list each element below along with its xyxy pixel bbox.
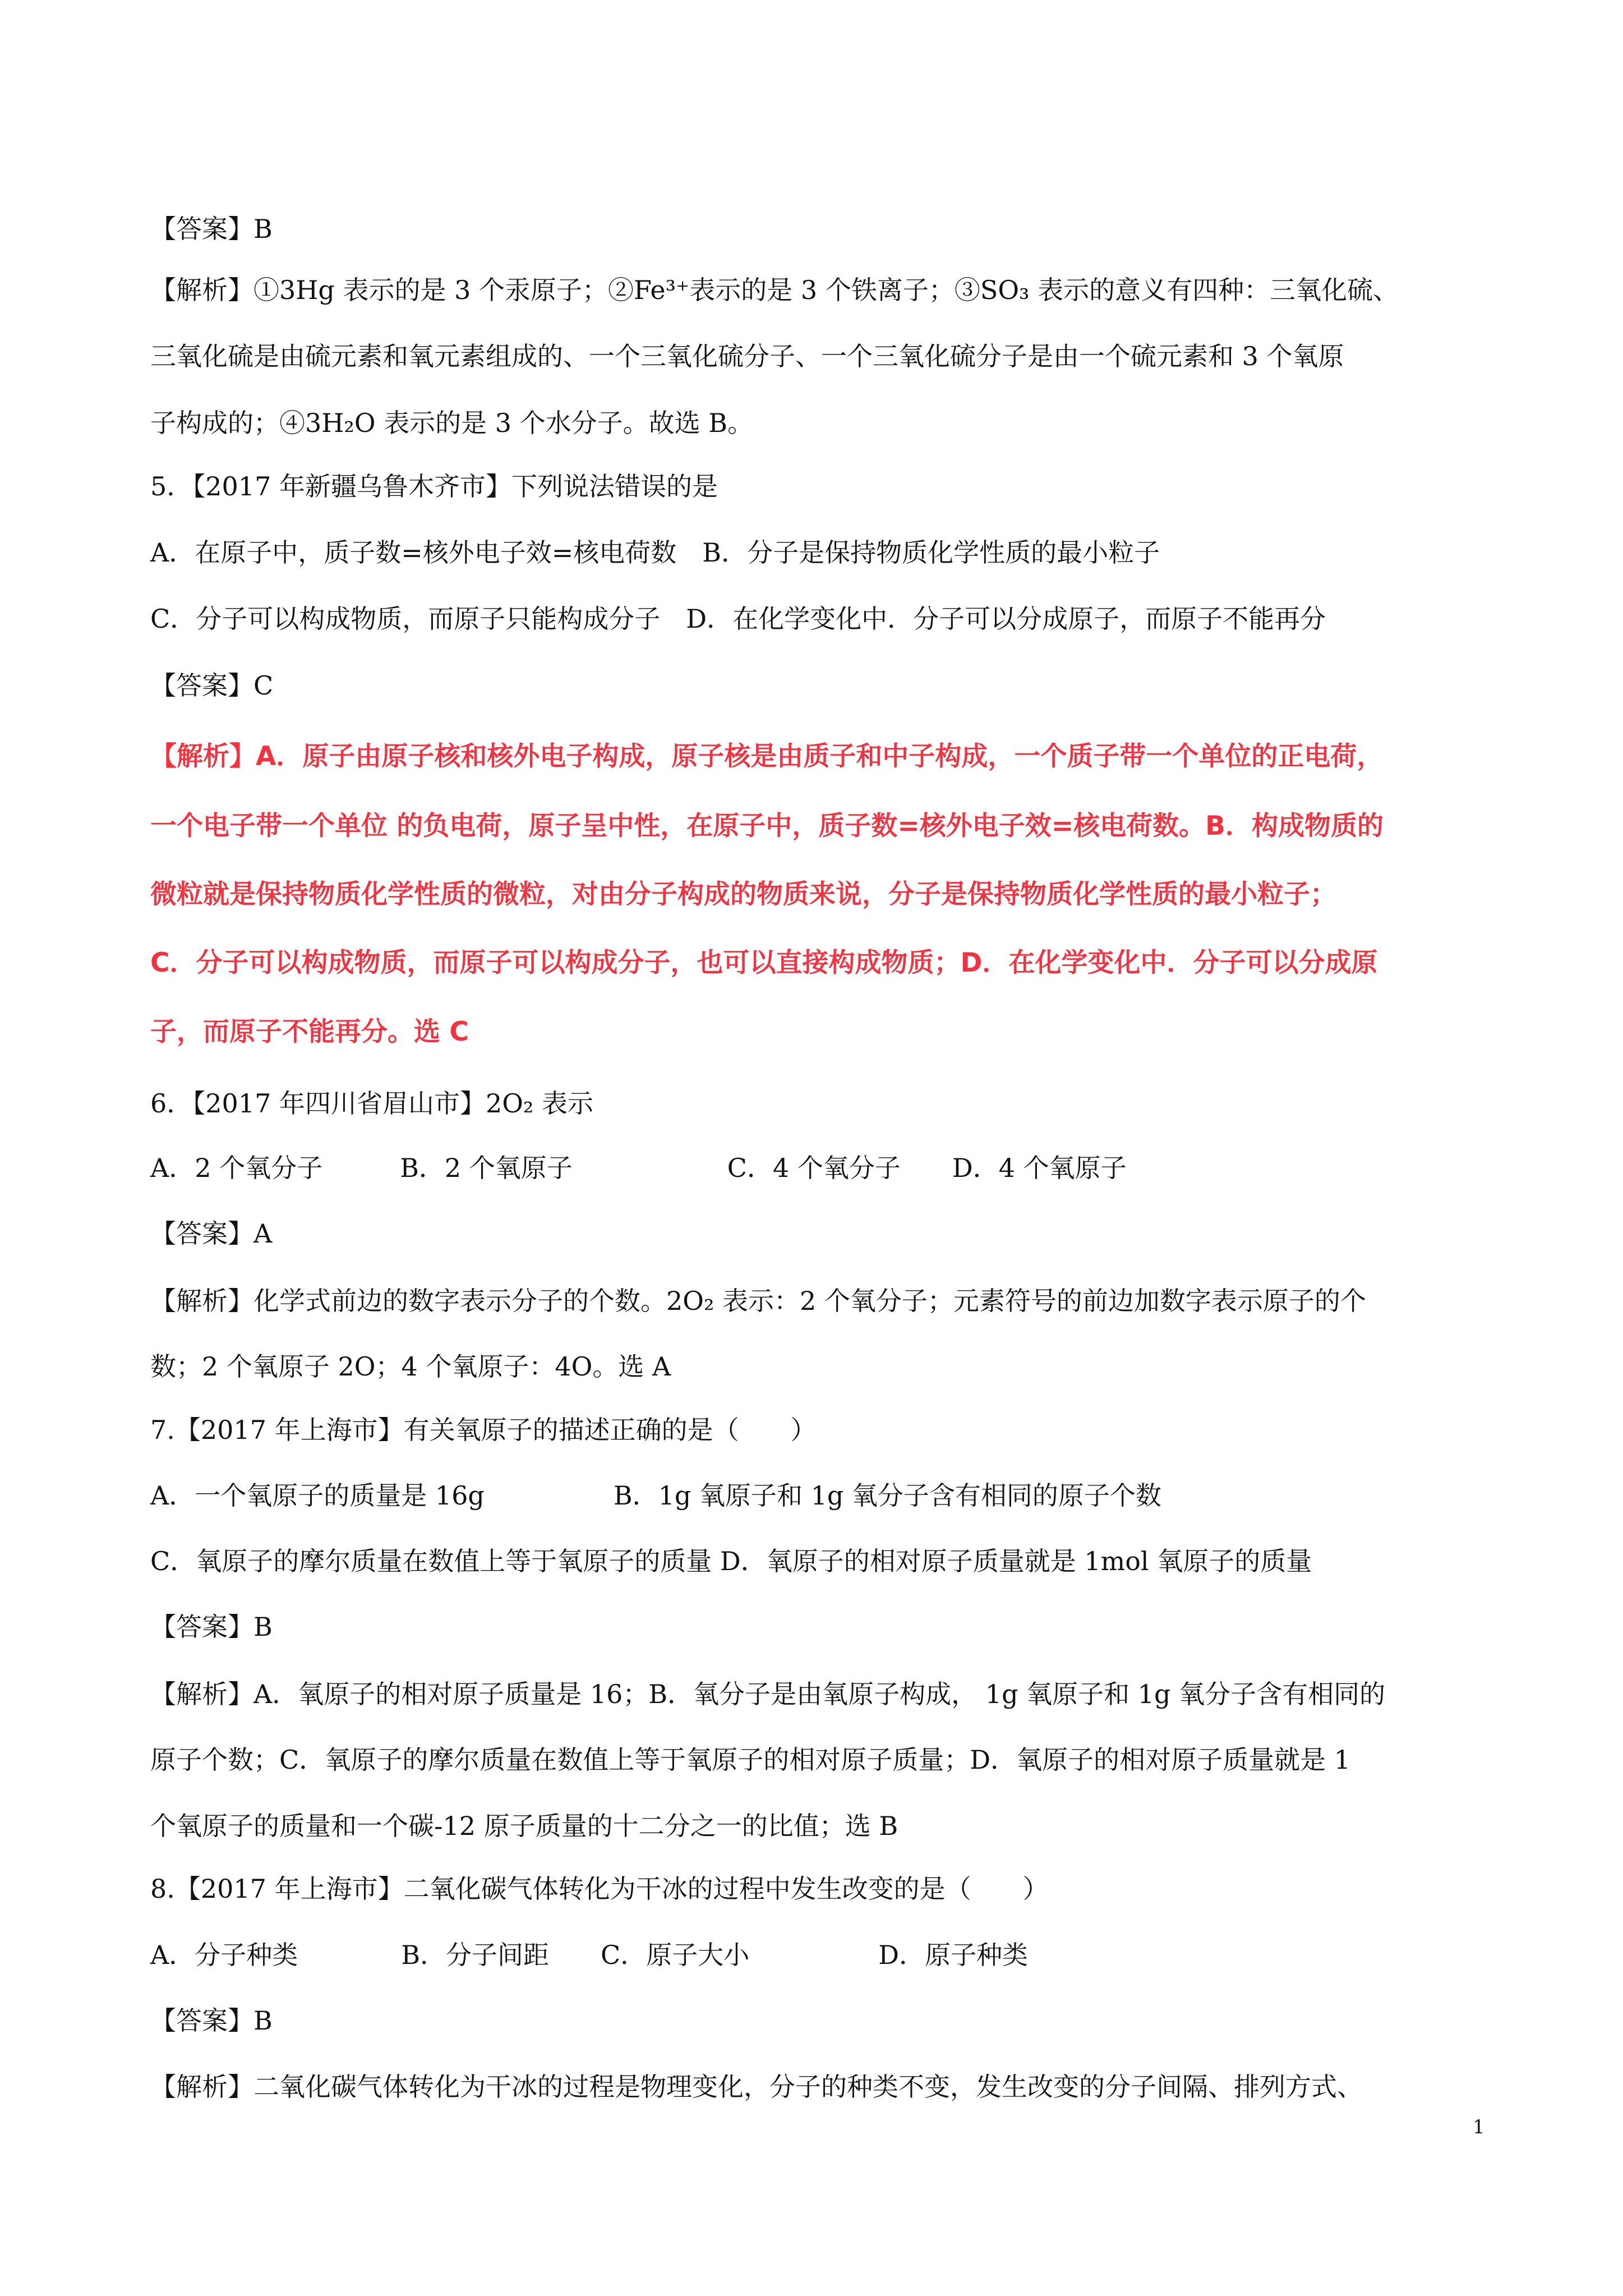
question-options: C．分子可以构成物质，而原子只能构成分子 D．在化学变化中．分子可以分成原子，而原子不能再分 [150, 604, 1326, 634]
question-options: A．一个氧原子的质量是 16g B．1g 氧原子和 1g 氧分子含有相同的原子个数 [150, 1480, 1161, 1511]
question-stem: 7.【2017 年上海市】有关氧原子的描述正确的是（ ） [150, 1415, 817, 1445]
highlighted-analysis: 【解析】A．原子由原子核和核外电子构成，原子核是由质子和中子构成，一个质子带一个单位的正电荷， [150, 741, 1384, 772]
analysis-text: 【解析】A．氧原子的相对原子质量是 16；B．氧分子是由氧原子构成， 1g 氧原子和 1g 氧分子含有相同的 [150, 1679, 1386, 1709]
answer-label: 【答案】A [150, 1218, 273, 1249]
analysis-text: 【解析】二氧化碳气体转化为干冰的过程是物理变化，分子的种类不变，发生改变的分子间隔、排列方式、 [150, 2072, 1363, 2102]
analysis-text: 原子个数；C．氧原子的摩尔质量在数值上等于氧原子的相对原子质量；D．氧原子的相对原子质量就是 1 [150, 1745, 1350, 1775]
question-options: A．在原子中，质子数=核外电子效=核电荷数 B．分子是保持物质化学性质的最小粒子 [150, 537, 1160, 568]
question-stem: 5．【2017 年新疆乌鲁木齐市】下列说法错误的是 [150, 471, 718, 501]
question-options: A．分子种类 B．分子间距 C．原子大小 D．原子种类 [150, 1940, 1029, 1970]
analysis-text: 【解析】①3Hg 表示的是 3 个汞原子；②Fe³⁺表示的是 3 个铁离子；③SO₃ 表示的意义有四种：三氧化硫、 [150, 275, 1399, 305]
question-stem: 6．【2017 年四川省眉山市】2O₂ 表示 [150, 1088, 593, 1119]
highlighted-analysis: 微粒就是保持物质化学性质的微粒，对由分子构成的物质来说，分子是保持物质化学性质的最小粒子； [150, 879, 1336, 910]
answer-label: 【答案】B [150, 2005, 273, 2036]
question-stem: 8.【2017 年上海市】二氧化碳气体转化为干冰的过程中发生改变的是（ ） [150, 1874, 1049, 1904]
answer-label: 【答案】B [150, 214, 273, 244]
highlighted-analysis: C．分子可以构成物质，而原子可以构成分子，也可以直接构成物质；D．在化学变化中．分子可以分成原 [150, 947, 1378, 978]
highlighted-analysis: 一个电子带一个单位 的负电荷，原子呈中性，在原子中，质子数=核外电子效=核电荷数。B．构成物质的 [150, 811, 1384, 841]
question-options: A．2 个氧分子 B．2 个氧原子 C．4 个氧分子 D．4 个氧原子 [150, 1153, 1127, 1183]
answer-label: 【答案】B [150, 1612, 273, 1642]
analysis-text: 三氧化硫是由硫元素和氧元素组成的、一个三氧化硫分子、一个三氧化硫分子是由一个硫元素和 3 个氧原 [150, 341, 1344, 371]
analysis-text: 数；2 个氧原子 2O；4 个氧原子：4O。选 A [150, 1351, 671, 1382]
analysis-text: 子构成的；④3H₂O 表示的是 3 个水分子。故选 B。 [150, 408, 754, 438]
page-number: 1 [1473, 2116, 1485, 2138]
highlighted-analysis: 子，而原子不能再分。选 C [150, 1016, 469, 1047]
analysis-text: 【解析】化学式前边的数字表示分子的个数。2O₂ 表示：2 个氧分子；元素符号的前边加数字表示原子的个 [150, 1286, 1366, 1316]
answer-label: 【答案】C [150, 670, 274, 701]
question-options: C．氧原子的摩尔质量在数值上等于氧原子的质量 D．氧原子的相对原子质量就是 1mol 氧原子的质量 [150, 1546, 1312, 1576]
analysis-text: 个氧原子的质量和一个碳-12 原子质量的十二分之一的比值；选 B [150, 1811, 898, 1841]
